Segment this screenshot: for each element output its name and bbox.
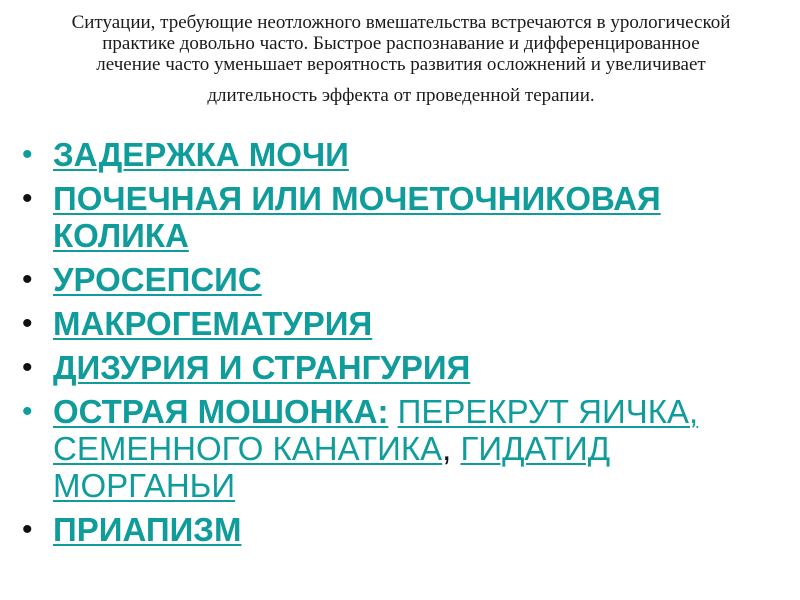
topic-link-morgagni-hydatid[interactable]: ГИДАТИД МОРГАНЬИ [53, 430, 611, 504]
bullet-icon: • [22, 395, 33, 428]
bullet-icon: • [22, 182, 33, 215]
intro-paragraph [12, 12, 790, 106]
topic-link-testicular-torsion[interactable]: ПЕРЕКРУТ ЯИЧКА, СЕМЕННОГО КАНАТИКА [53, 393, 699, 467]
topic-link-urinary-retention[interactable]: ЗАДЕРЖКА МОЧИ [53, 136, 349, 173]
topic-item [22, 349, 762, 386]
topic-link-urosepsis[interactable]: УРОСЕПСИС [53, 261, 262, 298]
bullet-icon: • [22, 138, 33, 171]
topic-item [22, 305, 762, 342]
topic-item [22, 511, 762, 548]
intro-line: лечение часто уменьшает вероятность развития осложнений и увеличивает [96, 54, 706, 75]
bullet-icon: • [22, 513, 33, 546]
topic-link-dysuria[interactable]: ДИЗУРИЯ И СТРАНГУРИЯ [53, 349, 471, 386]
topic-link-renal-colic[interactable]: ПОЧЕЧНАЯ ИЛИ МОЧЕТОЧНИКОВАЯ КОЛИКА [53, 180, 661, 254]
topic-item [22, 393, 762, 504]
bullet-icon: • [22, 307, 33, 340]
bullet-icon: • [22, 263, 33, 296]
separator-comma: , [442, 430, 452, 467]
topic-item [22, 180, 762, 254]
topic-link-macrohematuria[interactable]: МАКРОГЕМАТУРИЯ [53, 305, 373, 342]
topic-link-acute-scrotum[interactable]: ОСТРАЯ МОШОНКА: [53, 393, 389, 430]
bullet-icon: • [22, 351, 33, 384]
topic-item [22, 136, 762, 173]
topic-list [22, 136, 762, 555]
topic-link-priapism[interactable]: ПРИАПИЗМ [53, 511, 242, 548]
topic-item [22, 261, 762, 298]
intro-line: Ситуации, требующие неотложного вмешательства встречаются в урологической [71, 12, 731, 33]
intro-line: длительность эффекта от проведенной терапии. [207, 85, 595, 106]
intro-line: практике довольно часто. Быстрое распознавание и дифференцированное [102, 33, 700, 54]
